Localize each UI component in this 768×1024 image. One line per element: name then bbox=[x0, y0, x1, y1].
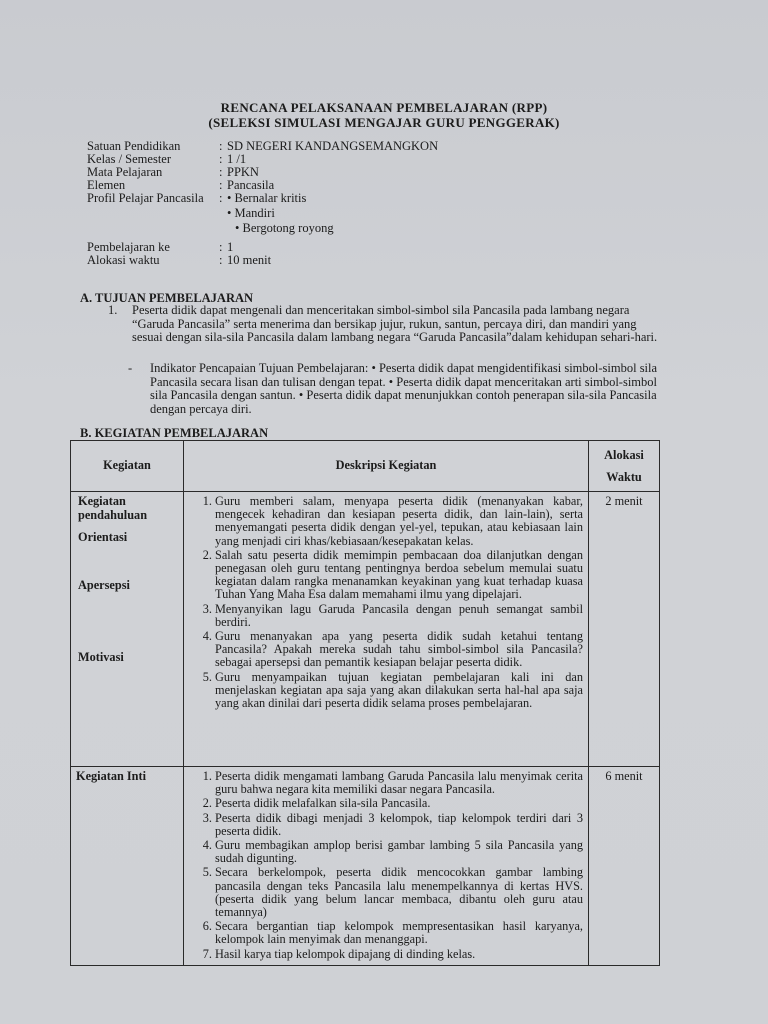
profil-item: • Bergotong royong bbox=[235, 221, 334, 235]
identity-row: Pembelajaran ke : 1 bbox=[87, 240, 234, 254]
header-kegiatan: Kegiatan bbox=[71, 441, 184, 492]
section-b-heading: B. KEGIATAN PEMBELAJARAN bbox=[80, 426, 269, 440]
identity-row: Satuan Pendidikan : SD NEGERI KANDANGSEMANGKON bbox=[87, 139, 439, 153]
list-item: 5. Secara berkelompok, peserta didik mencocokkan gambar lambing pancasila dengan teks Pancasila lalu menempelkannya di kertas HVS. (peserta didik yang belum lancar membaca, dibantu oleh guru atau temannya) bbox=[215, 866, 583, 919]
section-a-heading: A. TUJUAN PEMBELAJARAN bbox=[80, 291, 254, 305]
profil-list bbox=[227, 192, 334, 237]
list-item: 3. Menyanyikan lagu Garuda Pancasila dengan penuh semangat sambil berdiri. bbox=[215, 603, 583, 629]
table-row bbox=[71, 767, 660, 966]
stage-orientasi: Orientasi bbox=[78, 530, 128, 544]
stage-apersepsi: Apersepsi bbox=[78, 578, 130, 592]
list-item: 7. Hasil karya tiap kelompok dipajang di dinding kelas. bbox=[215, 948, 583, 961]
list-item: 4. Guru membagikan amplop berisi gambar lambing 5 sila Pancasila yang sudah digunting. bbox=[215, 839, 583, 865]
inti-time: 6 menit bbox=[589, 767, 660, 966]
pendahuluan-label: Kegiatan bbox=[78, 494, 126, 508]
list-item: 2. Salah satu peserta didik memimpin pembacaan doa dilanjutkan dengan penegasan oleh guru tentang pentingnya berdoa sebelum memulai suatu kegiatan dalam rangka menanamkan keyakinan yang kuat terhadap kuasa Tuhan Yang Maha Esa dalam memahami ilmu yang dipelajari. bbox=[215, 549, 583, 602]
table-row bbox=[71, 492, 660, 767]
profil-item: • Bernalar kritis bbox=[227, 191, 307, 205]
pendahuluan-steps bbox=[184, 492, 589, 767]
identity-row: Profil Pelajar Pancasila : bbox=[87, 191, 223, 205]
profil-item: • Mandiri bbox=[227, 206, 275, 220]
inti-label: Kegiatan Inti bbox=[71, 767, 184, 966]
identity-row: Mata Pelajaran : PPKN bbox=[87, 165, 259, 179]
identity-row: Alokasi waktu : 10 menit bbox=[87, 253, 272, 267]
list-item: 1. Guru memberi salam, menyapa peserta didik (menanyakan kabar, mengecek kehadiran dan kesiapan peserta didik, dan lain-lain), serta menyemangati peserta didik dengan yel-yel, tepukan, atau kebiasaan lain yang menjadi ciri khas/kebiasaan/kesepakatan kelas. bbox=[215, 495, 583, 548]
inti-steps bbox=[184, 767, 589, 966]
pendahuluan-cell bbox=[71, 492, 184, 767]
identity-row: Kelas / Semester : 1 /1 bbox=[87, 152, 247, 166]
list-item: 6. Secara bergantian tiap kelompok mempresentasikan hasil karyanya, kelompok lain menyimak dan menanggapi. bbox=[215, 920, 583, 946]
header-deskripsi: Deskripsi Kegiatan bbox=[184, 441, 589, 492]
table-header-row bbox=[71, 441, 660, 492]
stage-motivasi: Motivasi bbox=[78, 650, 124, 664]
list-item: 3. Peserta didik dibagi menjadi 3 kelompok, tiap kelompok terdiri dari 3 peserta didik. bbox=[215, 812, 583, 838]
list-item: 2. Peserta didik melafalkan sila-sila Pancasila. bbox=[215, 797, 583, 810]
pendahuluan-label-2: pendahuluan bbox=[78, 508, 148, 522]
header-alokasi: Alokasi Waktu bbox=[589, 441, 660, 492]
pendahuluan-time: 2 menit bbox=[589, 492, 660, 767]
indikator-text: - Indikator Pencapaian Tujuan Pembelajaran: • Peserta didik dapat mengidentifikasi simbol-simbol sila Pancasila secara lisan dan tulisan dengan tepat. • Peserta didik dapat menceritakan arti simbol-simbol sila Pancasila dengan santun. • Peserta didik dapat menunjukkan contoh penerapan sila-sila Pancasila dengan percaya diri. bbox=[128, 361, 658, 416]
list-item: 1. Peserta didik mengamati lambang Garuda Pancasila lalu menyimak cerita guru bahwa negara kita memiliki dasar negara Pancasila. bbox=[215, 770, 583, 796]
document-subtitle: (SELEKSI SIMULASI MENGAJAR GURU PENGGERAK) bbox=[208, 115, 560, 130]
identity-row: Elemen : Pancasila bbox=[87, 178, 275, 192]
document-title: RENCANA PELAKSANAAN PEMBELAJARAN (RPP) bbox=[220, 100, 548, 115]
list-item: 5. Guru menyampaikan tujuan kegiatan pembelajaran kali ini dan menjelaskan kegiatan apa saja yang akan dilakukan serta hal-hal apa saja yang akan dinilai dari peserta didik selama proses pembelajaran. bbox=[215, 671, 583, 711]
identity-block bbox=[87, 140, 438, 267]
kegiatan-table bbox=[70, 440, 660, 966]
tujuan-item: 1. Peserta didik dapat mengenali dan menceritakan simbol-simbol sila Pancasila pada lambang negara “Garuda Pancasila” serta menerima dan bersikap jujur, rukun, santun, percaya diri, dan mandiri yang sesuai dengan sila-sila Pancasila dalam lambang negara “Garuda Pancasila”dalam kehidupan sehari-hari. bbox=[108, 303, 658, 344]
list-item: 4. Guru menanyakan apa yang peserta didik sudah ketahui tentang Pancasila? Apakah mereka sudah tahu simbol-simbol sila Pancasila? sebagai apersepsi dan pemantik kesiapan belajar peserta didik. bbox=[215, 630, 583, 670]
